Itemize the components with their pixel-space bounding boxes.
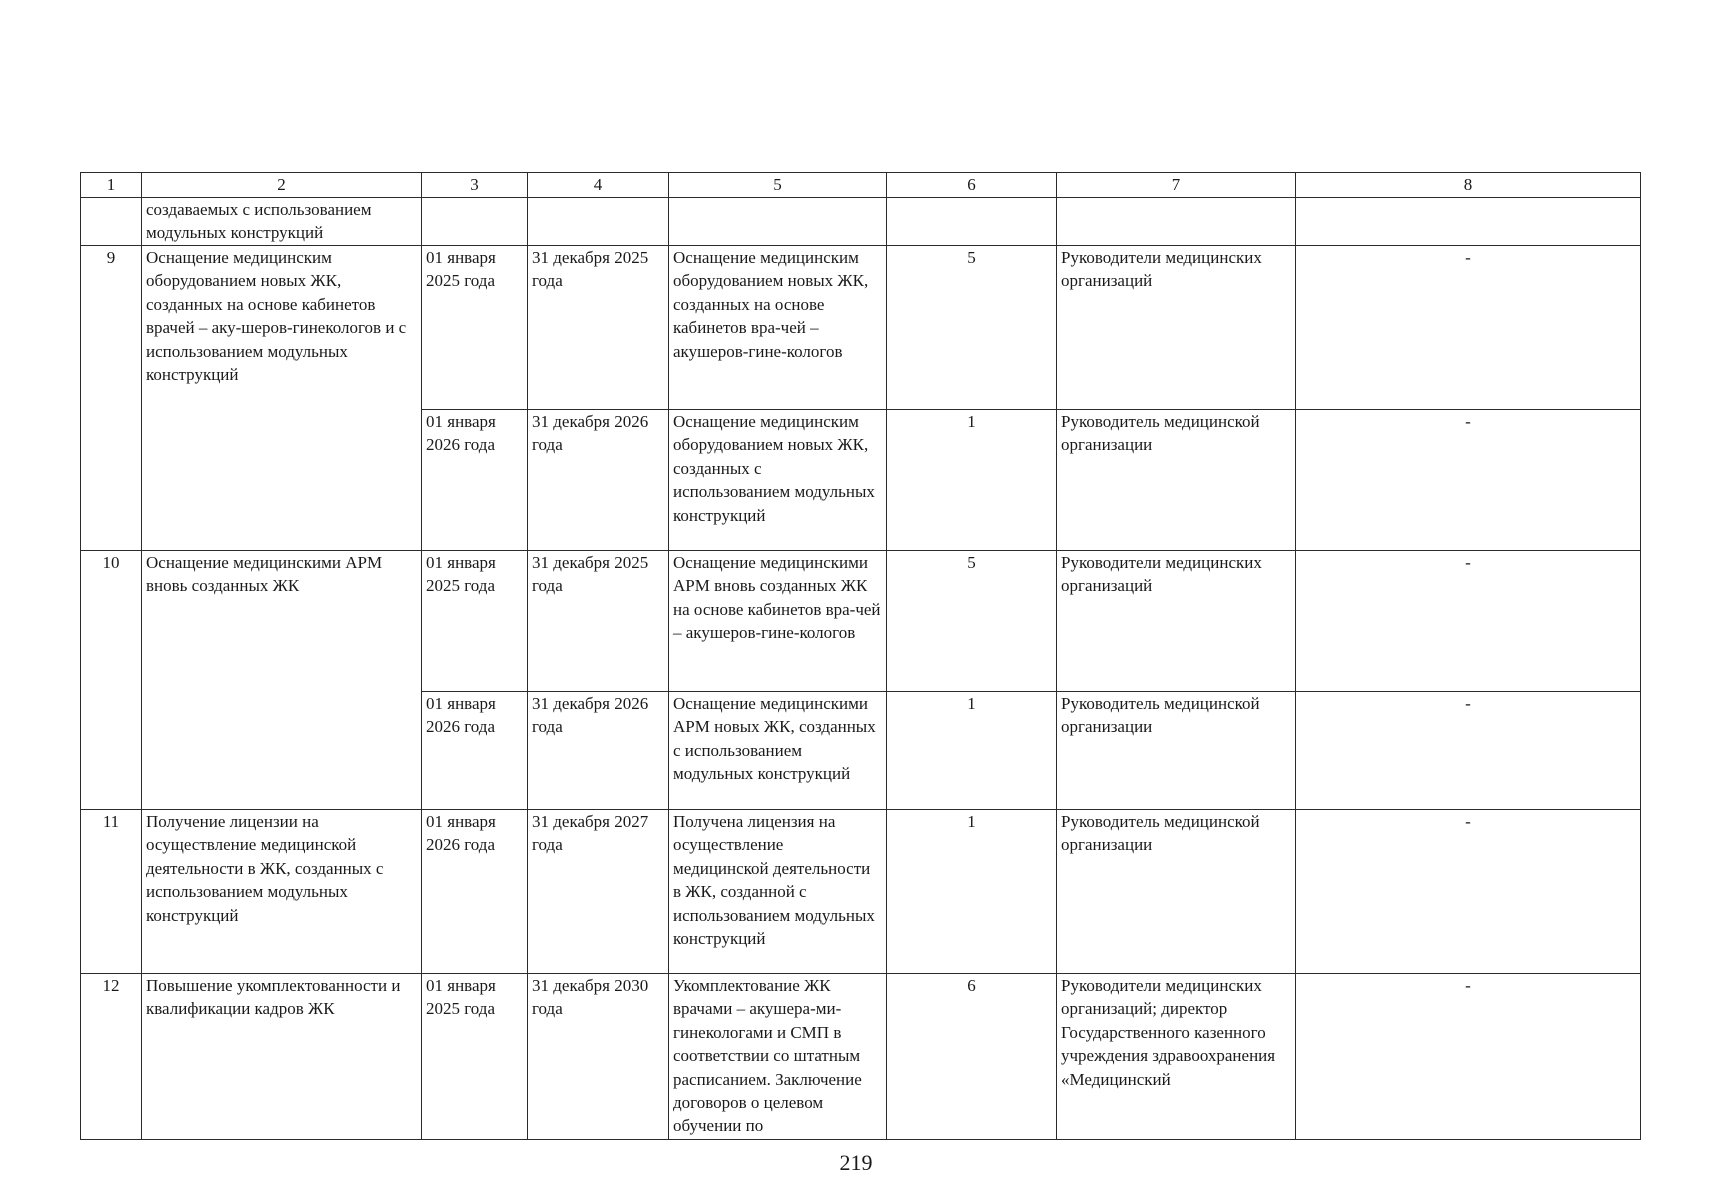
cell-end: 31 декабря 2025 года [528, 551, 669, 692]
cell-event-name: создаваемых с использованием модульных конструкций [142, 198, 422, 246]
column-number-3: 3 [422, 173, 528, 198]
cell-qty [887, 198, 1057, 246]
column-number-7: 7 [1057, 173, 1296, 198]
cell-num [81, 198, 142, 246]
cell-responsible: Руководитель медицинской организации [1057, 410, 1296, 551]
column-number-4: 4 [528, 173, 669, 198]
cell-result: Оснащение медицинскими АРМ вновь созданных ЖК на основе кабинетов вра-чей – акушеров-гине-кологов [669, 551, 887, 692]
cell-end: 31 декабря 2030 года [528, 974, 669, 1140]
table-row [81, 246, 1641, 410]
cell-responsible: Руководители медицинских организаций [1057, 246, 1296, 410]
cell-col8: - [1296, 810, 1641, 974]
cell-result [669, 198, 887, 246]
cell-col8: - [1296, 974, 1641, 1140]
continuation-row [81, 198, 1641, 246]
cell-start: 01 января 2025 года [422, 551, 528, 692]
cell-start: 01 января 2026 года [422, 692, 528, 810]
column-number-row [81, 173, 1641, 198]
cell-qty: 1 [887, 410, 1057, 551]
cell-end: 31 декабря 2026 года [528, 692, 669, 810]
cell-start: 01 января 2025 года [422, 974, 528, 1140]
column-number-6: 6 [887, 173, 1057, 198]
cell-event-name: Получение лицензии на осуществление медицинской деятельности в ЖК, созданных с использованием модульных конструкций [142, 810, 422, 974]
cell-start: 01 января 2025 года [422, 246, 528, 410]
cell-event-name: Оснащение медицинским оборудованием новых ЖК, созданных на основе кабинетов врачей – аку-шеров-гинекологов и с использованием модульных конструкций [142, 246, 422, 551]
cell-event-name: Оснащение медицинскими АРМ вновь созданных ЖК [142, 551, 422, 810]
cell-responsible: Руководитель медицинской организации [1057, 692, 1296, 810]
cell-event-name: Повышение укомплектованности и квалификации кадров ЖК [142, 974, 422, 1140]
table-row [81, 551, 1641, 692]
cell-col8: - [1296, 551, 1641, 692]
cell-responsible: Руководители медицинских организаций; директор Государственного казенного учреждения здравоохранения «Медицинский [1057, 974, 1296, 1140]
cell-col8 [1296, 198, 1641, 246]
cell-result: Оснащение медицинскими АРМ новых ЖК, созданных с использованием модульных конструкций [669, 692, 887, 810]
cell-qty: 6 [887, 974, 1057, 1140]
cell-col8: - [1296, 410, 1641, 551]
cell-start [422, 198, 528, 246]
cell-num: 12 [81, 974, 142, 1140]
table-row [81, 974, 1641, 1140]
cell-result: Укомплектование ЖК врачами – акушера-ми-гинекологами и СМП в соответствии со штатным расписанием. Заключение договоров о целевом обучении по [669, 974, 887, 1140]
cell-col8: - [1296, 692, 1641, 810]
cell-qty: 1 [887, 692, 1057, 810]
cell-result: Получена лицензия на осуществление медицинской деятельности в ЖК, созданной с использованием модульных конструкций [669, 810, 887, 974]
cell-end: 31 декабря 2027 года [528, 810, 669, 974]
cell-end: 31 декабря 2025 года [528, 246, 669, 410]
cell-result: Оснащение медицинским оборудованием новых ЖК, созданных на основе кабинетов вра-чей – акушеров-гине-кологов [669, 246, 887, 410]
column-number-5: 5 [669, 173, 887, 198]
cell-start: 01 января 2026 года [422, 410, 528, 551]
cell-responsible: Руководители медицинских организаций [1057, 551, 1296, 692]
page-number: 219 [839, 1150, 873, 1175]
cell-end: 31 декабря 2026 года [528, 410, 669, 551]
cell-end [528, 198, 669, 246]
column-number-8: 8 [1296, 173, 1641, 198]
cell-num: 11 [81, 810, 142, 974]
table-row [81, 810, 1641, 974]
cell-responsible [1057, 198, 1296, 246]
cell-num: 10 [81, 551, 142, 810]
cell-responsible: Руководитель медицинской организации [1057, 810, 1296, 974]
cell-col8: - [1296, 246, 1641, 410]
cell-qty: 5 [887, 246, 1057, 410]
cell-result: Оснащение медицинским оборудованием новых ЖК, созданных с использованием модульных конструкций [669, 410, 887, 551]
cell-start: 01 января 2026 года [422, 810, 528, 974]
column-number-1: 1 [81, 173, 142, 198]
plan-table [80, 172, 1641, 1140]
cell-qty: 5 [887, 551, 1057, 692]
cell-qty: 1 [887, 810, 1057, 974]
column-number-2: 2 [142, 173, 422, 198]
cell-num: 9 [81, 246, 142, 551]
